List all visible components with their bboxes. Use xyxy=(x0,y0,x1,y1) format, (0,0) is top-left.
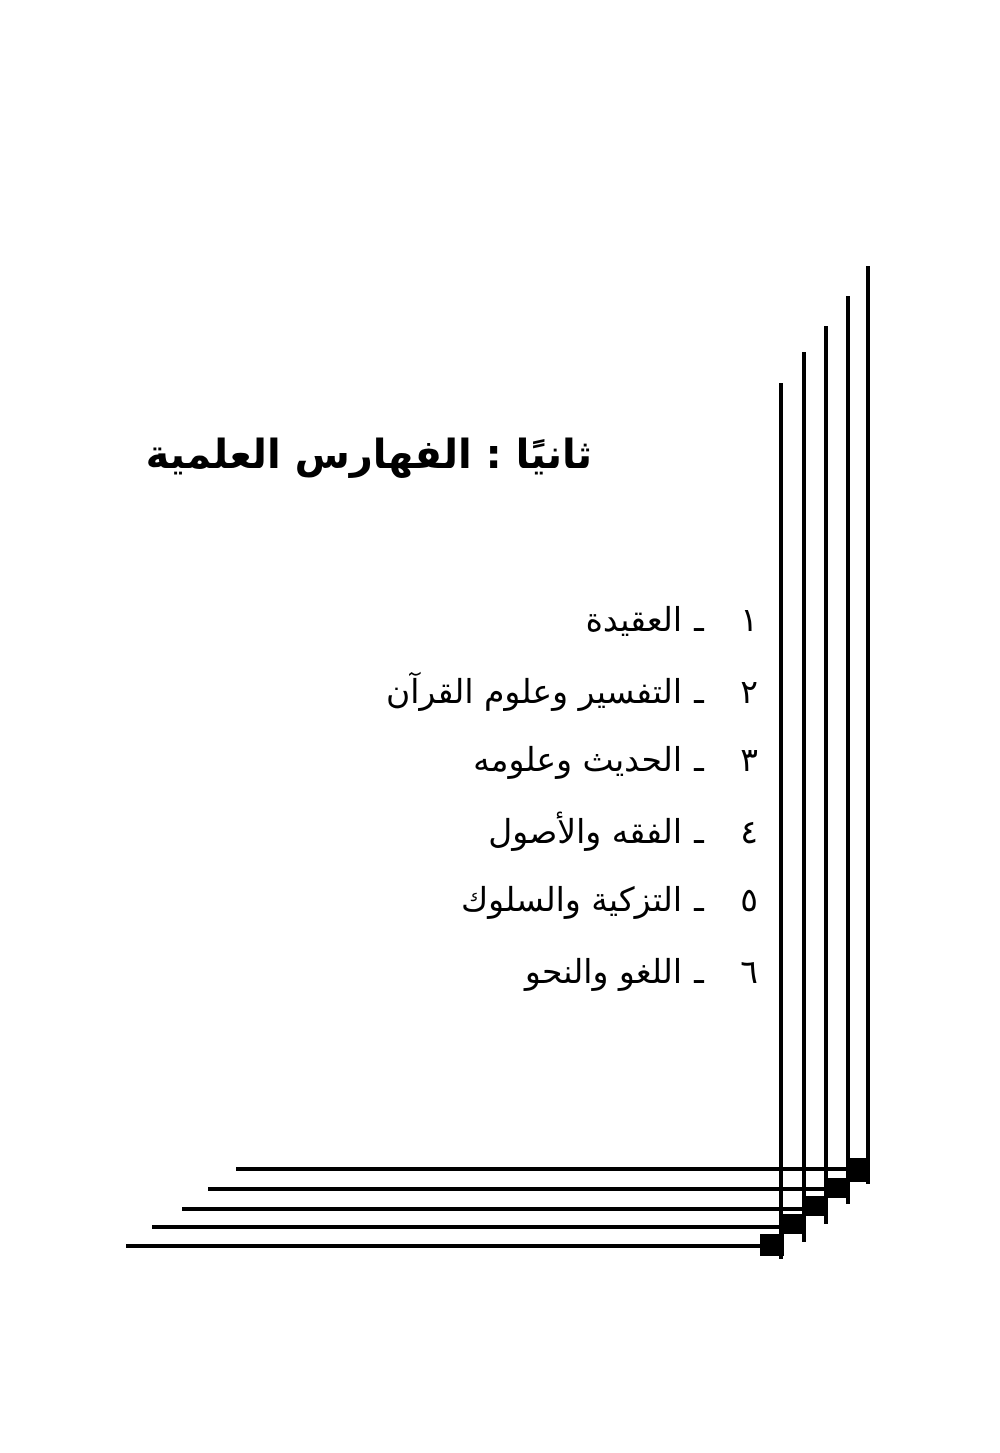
list-item-label: الحديث وعلومه xyxy=(473,740,682,779)
frame-horizontal-line-3 xyxy=(182,1207,808,1211)
frame-horizontal-line-1 xyxy=(236,1167,850,1171)
list-item-separator: ـ xyxy=(694,880,704,919)
list-item-label: الفقه والأصول xyxy=(488,812,682,851)
list-item-number: ٤ xyxy=(740,812,758,851)
frame-horizontal-line-2 xyxy=(208,1187,828,1191)
list-item-label: العقيدة xyxy=(585,600,682,639)
list-item-separator: ـ xyxy=(694,812,704,851)
list-item xyxy=(461,880,758,920)
list-item xyxy=(488,812,758,852)
frame-horizontal-line-4 xyxy=(152,1225,784,1229)
list-item-label: اللغو والنحو xyxy=(524,952,682,991)
frame-horizontal-line-5 xyxy=(126,1244,784,1248)
list-item-separator: ـ xyxy=(694,600,704,639)
list-item xyxy=(473,740,758,780)
frame-corner-block-2 xyxy=(824,1178,848,1198)
section-title: ثانيًا : الفهارس العلمية xyxy=(145,432,592,478)
frame-vertical-line-3 xyxy=(824,326,828,1224)
list-item xyxy=(386,672,758,712)
list-item-number: ٣ xyxy=(740,740,758,779)
list-item-number: ١ xyxy=(740,600,758,639)
list-item-number: ٥ xyxy=(740,880,758,919)
list-item-number: ٢ xyxy=(740,672,758,711)
list-item xyxy=(525,952,758,992)
frame-vertical-line-1 xyxy=(866,266,870,1184)
frame-vertical-line-5 xyxy=(779,383,783,1259)
frame-corner-block-1 xyxy=(846,1158,870,1182)
frame-corner-block-3 xyxy=(802,1196,826,1216)
list-item-separator: ـ xyxy=(694,672,704,711)
list-item-separator: ـ xyxy=(694,740,704,779)
frame-vertical-line-4 xyxy=(802,352,806,1242)
list-item xyxy=(586,600,758,640)
frame-vertical-line-2 xyxy=(846,296,850,1204)
list-item-separator: ـ xyxy=(694,952,704,991)
list-item-number: ٦ xyxy=(740,952,758,991)
list-item-label: التزكية والسلوك xyxy=(460,880,682,919)
frame-corner-block-5 xyxy=(760,1234,784,1256)
frame-corner-block-4 xyxy=(779,1214,803,1234)
list-item-label: التفسير وعلوم القرآن xyxy=(385,672,682,711)
